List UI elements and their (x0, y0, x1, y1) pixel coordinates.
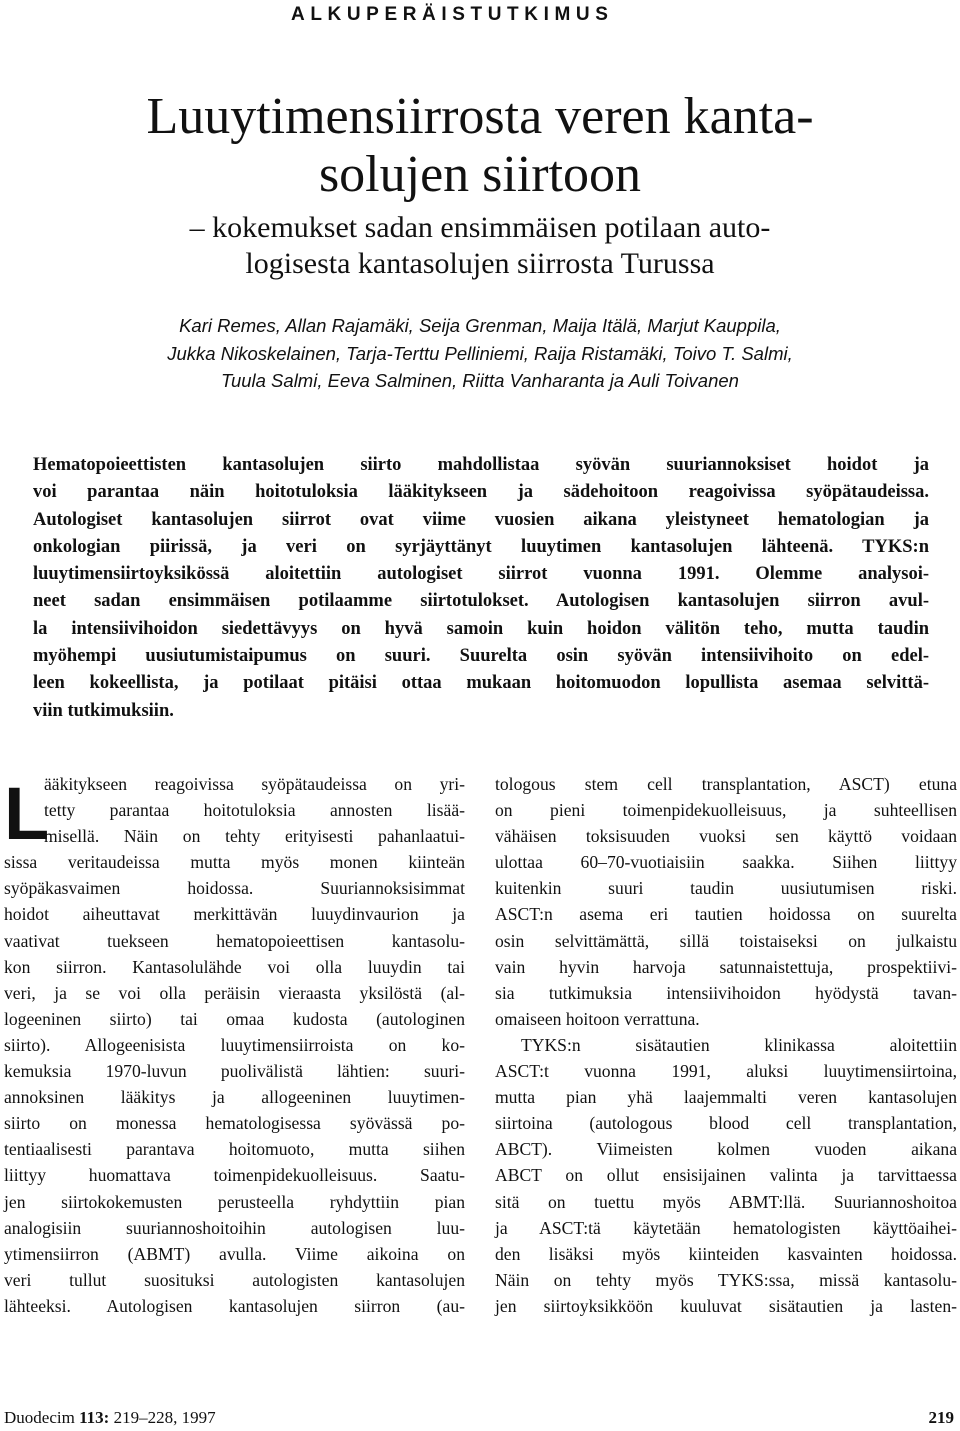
body-line: tologous stem cell transplantation, ASCT) etuna (495, 774, 957, 794)
article-title (40, 88, 920, 204)
body-line: sia tutkimuksia intensiivihoidon hyödystä tavan- (495, 982, 957, 1003)
body-line: jen siirtoyksikköön kuuluvat sisätautien ja lasten- (495, 1295, 957, 1316)
journal-volume: 113: (79, 1408, 110, 1427)
abstract-line: Autologiset kantasolujen siirrot ovat viime vuosien aikana yleistyneet hematologian ja (33, 509, 929, 530)
article-subtitle (40, 210, 920, 282)
author-list (40, 312, 920, 395)
body-line: osin selvittämättä, sillä toistaiseksi on julkaistu (495, 930, 957, 951)
title-line: Luuytimensiirrosta veren kanta- (146, 88, 814, 145)
body-line: lähteeksi. Autologisen kantasolujen siirron (au- (4, 1295, 465, 1316)
body-line: siirto on monessa hematologisessa syövässä po- (4, 1113, 465, 1134)
body-line: omaiseen hoitoon verrattuna. (495, 1008, 700, 1029)
abstract-line: myöhempi uusiutumistaipumus on suuri. Suurelta osin syövän intensiivihoito on edel- (33, 646, 929, 667)
body-line: mutta pian yhä laajemmalti veren kantasolujen (495, 1087, 957, 1108)
abstract (33, 452, 929, 725)
subtitle-line: – kokemukset sadan ensimmäisen potilaan auto- (189, 211, 771, 244)
body-line: vähäisen toksisuuden vuoksi sen käyttö voidaan (495, 826, 957, 847)
author-line: Kari Remes, Allan Rajamäki, Seija Grenman, Maija Itälä, Marjut Kauppila, (179, 315, 781, 336)
abstract-line: viin tutkimuksiin. (33, 700, 174, 721)
body-line: jen siirtokokemusten perusteella ryhdyttiin pian (4, 1191, 465, 1212)
body-line: veri tullut suosituksi autologisten kantasolujen (4, 1269, 465, 1290)
body-column-right (495, 771, 957, 1319)
subtitle-line: logisesta kantasolujen siirrosta Turussa (245, 247, 715, 280)
author-line: Jukka Nikoskelainen, Tarja-Terttu Pelliniemi, Raija Ristamäki, Toivo T. Salmi, (167, 342, 793, 364)
body-line: misellä. Näin on tehty erityisesti pahanlaatui- (44, 826, 465, 847)
body-line: ASCT:n asema eri tautien hoidossa on suurelta (495, 904, 957, 925)
body-line: Näin on tehty myös TYKS:ssa, missä kantasolu- (495, 1269, 957, 1290)
body-line: kemuksia 1970-luvun puolivälistä lähtien: suuri- (4, 1061, 465, 1082)
abstract-line: neet sadan ensimmäisen potilaamme siirtotulokset. Autologisen kantasolujen siirron avul- (33, 591, 929, 612)
abstract-line: luuytimensiirtoyksikössä aloitettiin autologiset siirrot vuonna 1991. Olemme analysoi- (33, 564, 929, 585)
title-line: solujen siirtoon (318, 146, 642, 203)
body-line: ABCT on ollut ensisijainen valinta ja tarvittaessa (495, 1165, 957, 1186)
journal-name: Duodecim (4, 1408, 75, 1427)
body-line: ABCT). Viimeisten kolmen vuoden aikana (495, 1139, 957, 1160)
body-line: ytimensiirron (ABMT) avulla. Viime aikoina on (4, 1243, 465, 1264)
body-line: veri, ja se voi olla peräisin vieraasta yksilöstä (al- (4, 982, 465, 1003)
drop-cap: L (4, 772, 50, 855)
section-label: ALKUPERÄISTUTKIMUS (291, 4, 614, 25)
body-line: analogisiin suuriannoshoitoihin autologisen luu- (4, 1217, 465, 1238)
body-line: TYKS:n sisätautien klinikassa aloitettiin (521, 1034, 957, 1055)
body-line: sitä on tuettu myös ABMT:llä. Suuriannoshoitoa (495, 1191, 957, 1212)
journal-citation (4, 1408, 216, 1428)
abstract-line: voi parantaa näin hoitotuloksia lääkitykseen ja sädehoitoon reagoivissa syöpätaudeissa. (33, 482, 929, 503)
abstract-line: leen kokeellista, ja potilaat pitäisi ottaa mukaan hoitomuodon lopullista asemaa selvittä- (33, 673, 929, 694)
body-line: tetty parantaa hoitotuloksia annosten lisää- (44, 800, 465, 821)
body-line: siirtoina (autologous blood cell transplantation, (495, 1113, 957, 1134)
body-line: vaativat tuekseen hematopoieettisen kantasolu- (4, 930, 465, 951)
body-line: sissa veritaudeissa mutta myös monen kiinteän (4, 852, 465, 873)
page-number: 219 (928, 1408, 954, 1427)
body-line: vain hyvin harvoja satunnaistettuja, prospektiivi- (495, 956, 957, 977)
body-line: liittyy huomattava toimenpidekuolleisuus. Saatu- (4, 1165, 465, 1186)
body-line: ASCT:t vuonna 1991, aluksi luuytimensiirtoina, (495, 1061, 957, 1082)
abstract-line: la intensiivihoidon siedettävyys on hyvä samoin kuin hoidon välitön teho, mutta taudin (33, 618, 929, 639)
body-line: logeeninen siirto) tai omaa kudosta (autologinen (4, 1008, 465, 1029)
body-line: on pieni toimenpidekuolleisuus, ja suhteellisen (495, 800, 957, 821)
body-line: ja ASCT:tä käytetään hematologisten käyttöaihei- (495, 1217, 957, 1238)
body-column-left (4, 771, 465, 1319)
body-line: annoksinen lääkitys ja allogeeninen luuytimen- (4, 1087, 465, 1108)
body-line: den lisäksi myös kiinteiden kasvainten hoidossa. (495, 1243, 957, 1264)
body-line: hoidot aiheuttavat merkittävän luuydinvaurion ja (4, 904, 465, 925)
body-line: tentiaalisesti parantava hoitomuoto, mutta siihen (4, 1139, 465, 1160)
journal-pages: 219–228, 1997 (113, 1408, 216, 1427)
body-line: ääkitykseen reagoivissa syöpätaudeissa on yri- (44, 774, 465, 794)
body-line: kon siirron. Kantasolulähde voi olla luuydin tai (4, 956, 465, 977)
body-line: kuitenkin suuri taudin uusiutumisen riski. (495, 878, 957, 899)
body-line: ulottaa 60–70-vuotiaisiin saakka. Siihen liittyy (495, 852, 957, 873)
abstract-line: onkologian piirissä, ja veri on syrjäyttänyt luuytimen kantasolujen lähteenä. TYKS:n (33, 536, 929, 557)
body-line: siirto). Allogeenisista luuytimensiirroista on ko- (4, 1034, 465, 1055)
author-line: Tuula Salmi, Eeva Salminen, Riitta Vanharanta ja Auli Toivanen (221, 370, 739, 391)
abstract-line: Hematopoieettisten kantasolujen siirto mahdollistaa syövän suuriannoksiset hoidot ja (33, 455, 929, 475)
body-line: syöpäkasvaimen hoidossa. Suuriannoksisimmat (4, 878, 465, 899)
